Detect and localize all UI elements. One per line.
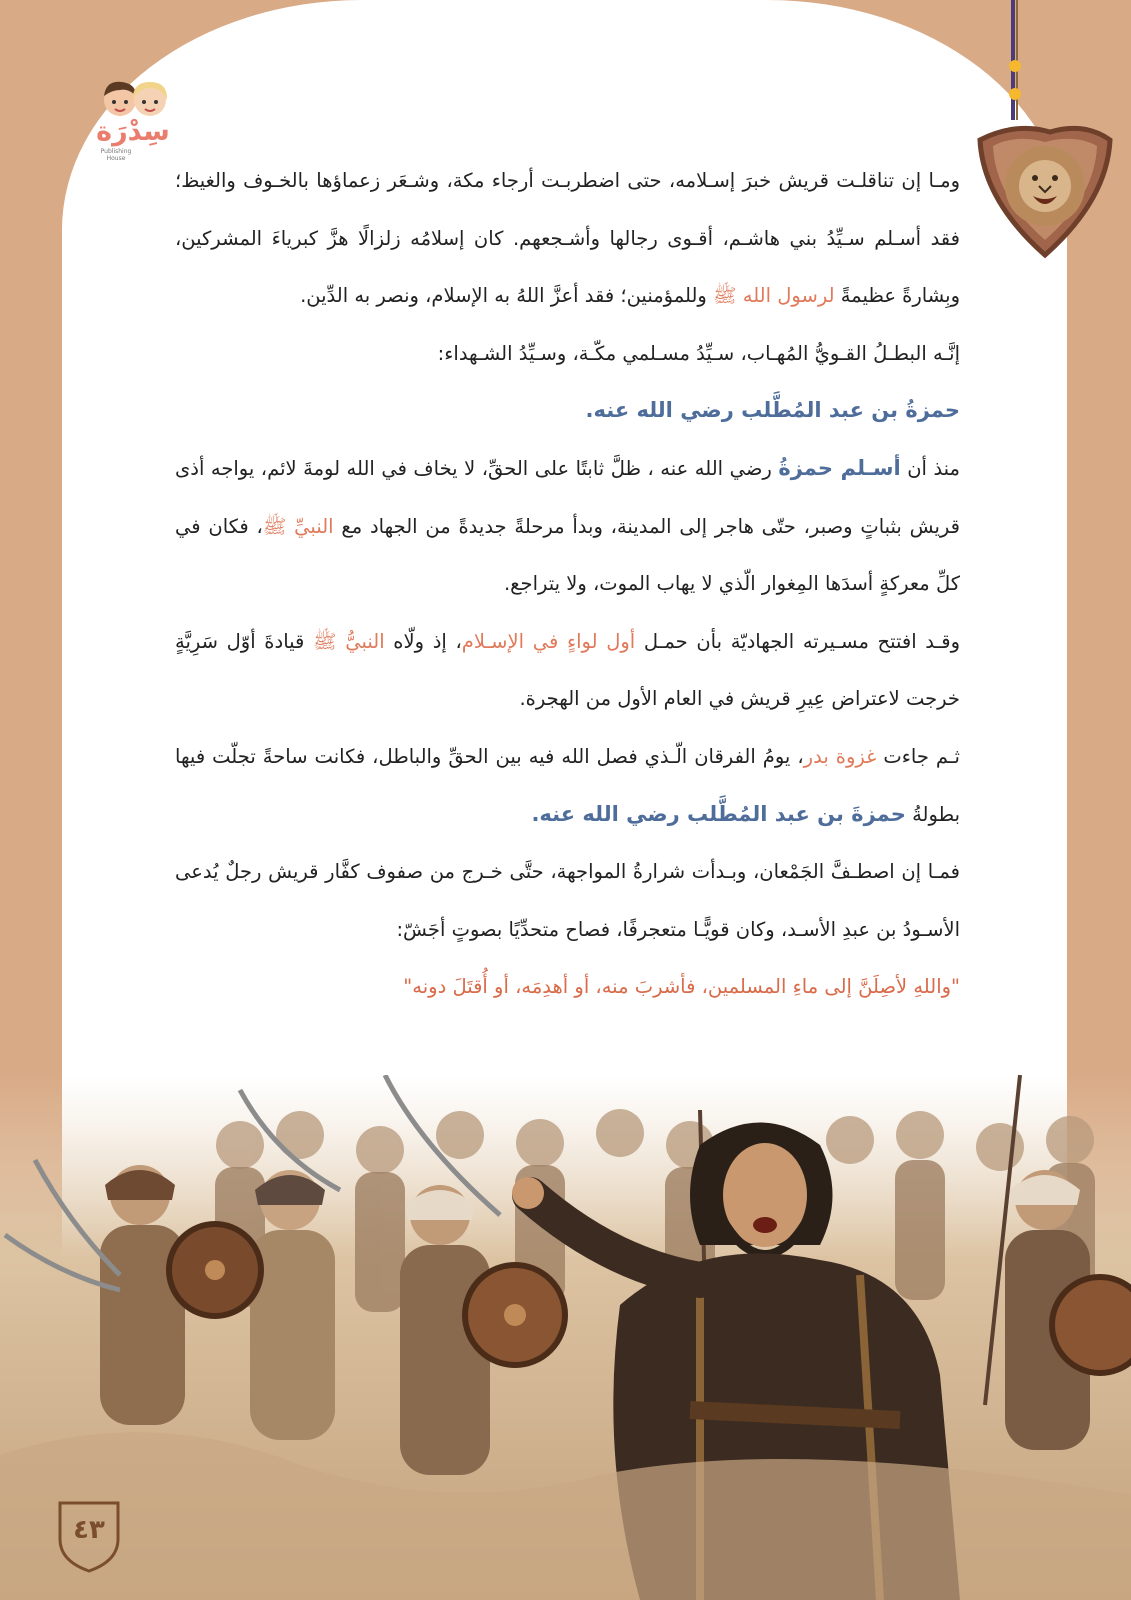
text-run: إنَّـه البطـلُ القـويُّ المُهـاب، سـيِّدُ مسـلمي مكّـة، وسـيِّدُ الشـهداء: xyxy=(437,341,960,365)
article-body xyxy=(175,152,960,1016)
text-run: منذ أن xyxy=(900,456,961,480)
paragraph-5 xyxy=(175,728,960,843)
text-run: ومـا إن تناقلـت قريش خبرَ إسـلامه، حتى اضطربـت أرجاء مكة، وشـعَر زعماؤها بالخـوف والغيظ؛ فقد أسـلم سـيِّدُ بني هاشـم، أقـوى رجالها وأشـجعهم. كان إسلامُه زلزالًا هزَّ كبرياءَ المشركين، وبِشارةً عظيمةً xyxy=(175,169,960,308)
highlight-hamza-name: حمزةَ بن عبد المُطَّلب رضي الله عنه. xyxy=(531,801,906,826)
publisher-name: سِدْرَة xyxy=(96,116,170,147)
highlight-badr: غزوة بدر xyxy=(803,744,877,768)
battle-scene-illustration xyxy=(0,1075,1131,1600)
paragraph-1 xyxy=(175,152,960,325)
text-run: وقـد افتتح مسـيرته الجهاديّة بأن حمـل xyxy=(635,629,960,653)
highlight-nabi: النبيُّ ﷺ xyxy=(313,629,385,653)
text-run: فمـا إن اصطـفَّ الجَمْعان، وبـدأت شرارةُ المواجهة، حتَّى خـرج من صفوف كفَّار قريش رجلٌ يُدعى الأسـودُ بن عبدِ الأسـد، وكان قويًّـا متعجرفًا، فصاح متحدِّيًا بصوتٍ أجَشّ: xyxy=(175,860,960,941)
highlight-hamza-islam: أسـلم حمزةُ xyxy=(778,455,901,480)
publisher-tagline: Publishing House xyxy=(100,148,132,162)
paragraph-2 xyxy=(175,325,960,440)
text-run: ثـم جاءت xyxy=(876,744,960,768)
highlight-hamza-name: حمزةُ بن عبد المُطَّلب رضي الله عنه. xyxy=(585,398,960,423)
publisher-logo xyxy=(78,78,188,162)
text-run: قيادةَ أوّل سَرِيَّةٍ خرجت لاعتراض عِيرِ قريش في العام الأول من الهجرة. xyxy=(175,629,960,711)
text-run: ، يومُ الفرقان الّـذي فصل الله فيه بين الحقِّ والباطل، فكانت ساحةً تجلّت فيها بطولةُ xyxy=(175,744,960,826)
page-number: ٤٣ xyxy=(73,1515,105,1545)
children-faces-icon xyxy=(92,78,176,120)
page-number-badge xyxy=(56,1495,122,1573)
text-run: وللمؤمنين؛ فقد أعزَّ اللهُ به الإسلام، ونصر به الدِّين. xyxy=(300,284,714,308)
highlight-first-banner: أول لواءٍ في الإسـلام xyxy=(461,629,636,653)
text-run: ، إذ ولّاه xyxy=(384,629,462,653)
paragraph-6 xyxy=(175,843,960,958)
lion-shield-icon xyxy=(975,0,1115,260)
paragraph-4 xyxy=(175,613,960,728)
quote: "واللهِ لأصِلَنَّ إلى ماءِ المسلمين، فأشربَ منه، أو أهدِمَه، أو أُقتَلَ دونه" xyxy=(403,975,960,999)
highlight-nabi: النبيِّ ﷺ xyxy=(262,514,334,538)
text-run: رضي الله عنه ، ظلَّ ثابتًا على الحقِّ، لا يخاف في الله لومةَ لائم، يواجه أذى قريش بثباتٍ وصبر، حتّى هاجر إلى المدينة، وبدأ مرحلةً جديدةً من الجهاد مع xyxy=(175,456,961,538)
highlight-rasul-allah: لرسول الله ﷺ xyxy=(713,284,835,308)
text-run: ، فكان في كلِّ معركةٍ أسدَها المِغوار الّذي لا يهاب الموت، ولا يتراجع. xyxy=(175,514,960,596)
paragraph-3 xyxy=(175,440,960,613)
